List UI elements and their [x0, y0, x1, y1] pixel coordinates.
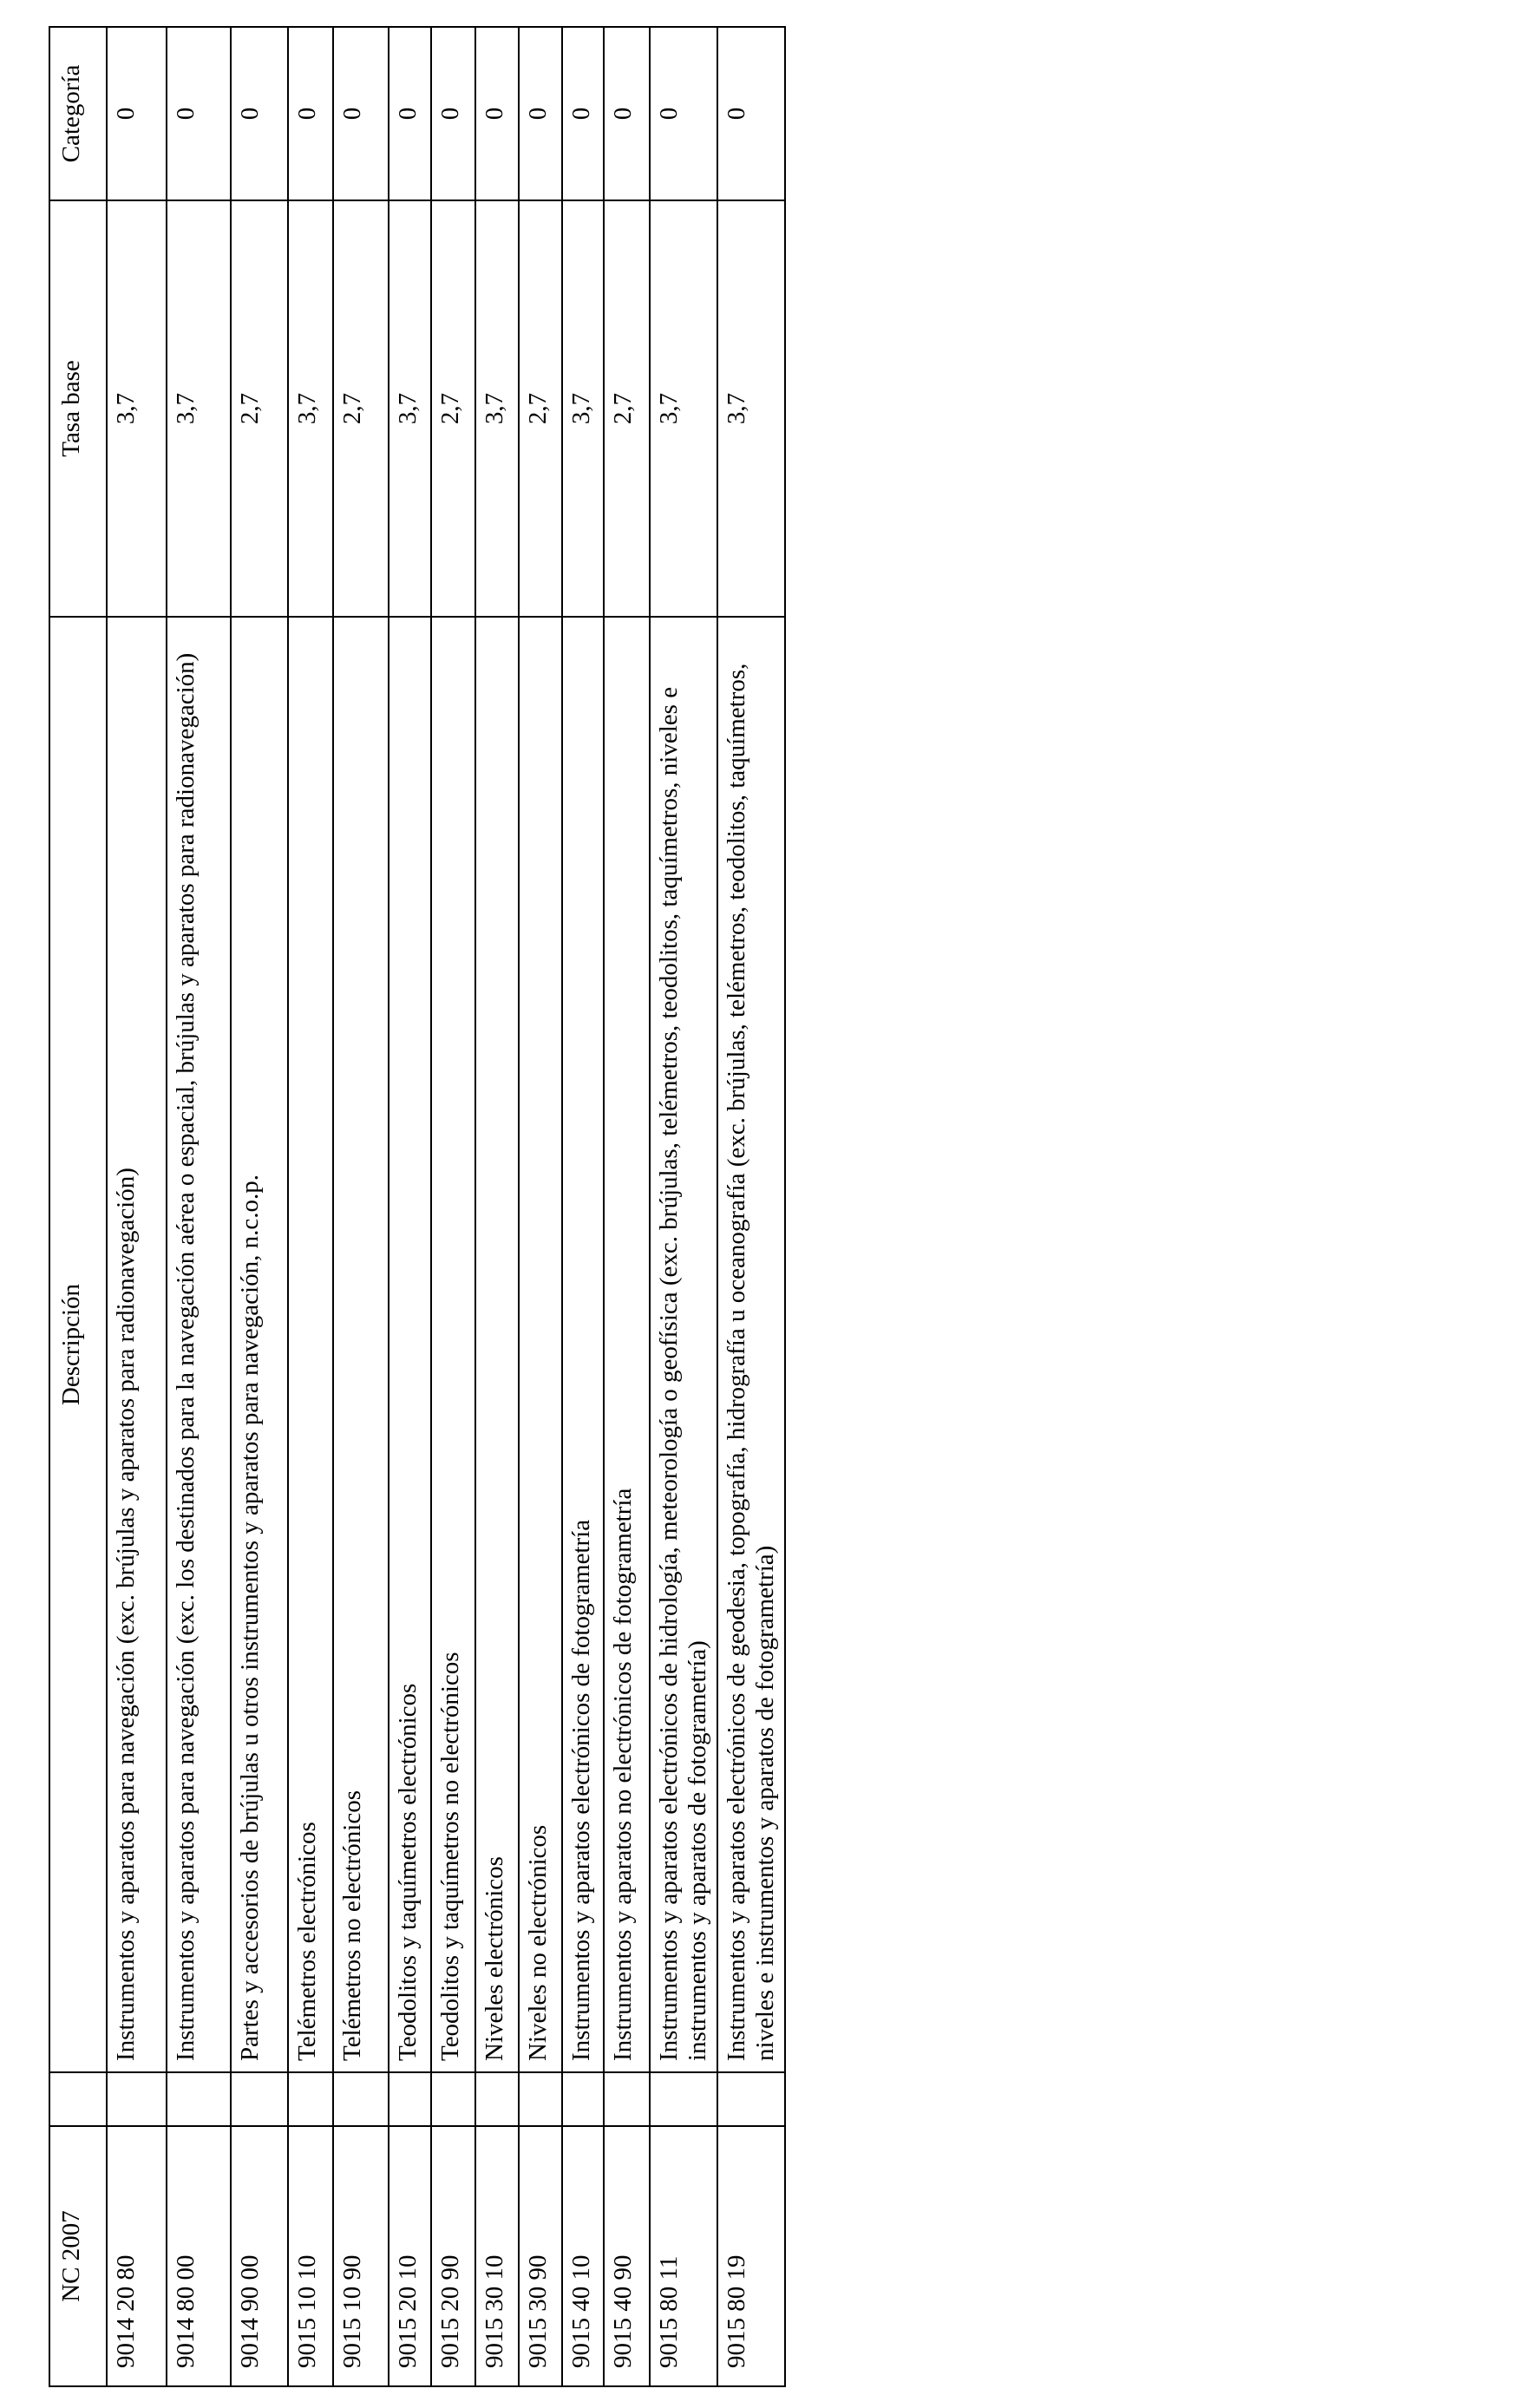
categoria-cell: 0 — [167, 27, 231, 200]
spacer-cell — [288, 2072, 333, 2126]
table-row — [604, 27, 650, 2386]
nc-code-cell: 9014 80 00 — [167, 2126, 231, 2386]
spacer-cell — [167, 2072, 231, 2126]
nc-code-cell: 9015 20 10 — [389, 2126, 431, 2386]
description-cell: Instrumentos y aparatos electrónicos de fotogrametría — [562, 617, 604, 2072]
spacer-cell — [389, 2072, 431, 2126]
spacer-cell — [231, 2072, 288, 2126]
tasa-base-cell: 3,7 — [650, 200, 717, 617]
nc-code-cell: 9015 80 19 — [717, 2126, 785, 2386]
categoria-cell: 0 — [562, 27, 604, 200]
tasa-base-cell: 3,7 — [475, 200, 519, 617]
tasa-base-cell: 2,7 — [333, 200, 389, 617]
description-cell: Telémetros no electrónicos — [333, 617, 389, 2072]
table-row — [167, 27, 231, 2386]
tasa-base-cell: 2,7 — [604, 200, 650, 617]
nc-code-cell: 9015 20 90 — [431, 2126, 475, 2386]
spacer-cell — [717, 2072, 785, 2126]
nc-code-cell: 9014 90 00 — [231, 2126, 288, 2386]
header-descripcion: Descripción — [49, 617, 107, 2072]
spacer-cell — [519, 2072, 562, 2126]
spacer-cell — [107, 2072, 167, 2126]
categoria-cell: 0 — [389, 27, 431, 200]
categoria-cell: 0 — [431, 27, 475, 200]
categoria-cell: 0 — [475, 27, 519, 200]
description-cell: Niveles no electrónicos — [519, 617, 562, 2072]
spacer-cell — [650, 2072, 717, 2126]
nc-code-cell: 9014 20 80 — [107, 2126, 167, 2386]
table-row — [333, 27, 389, 2386]
description-cell: Instrumentos y aparatos electrónicos de hidrología, meteorología o geofísica (exc. brújulas, telémetros, teodolitos, taquímetros, niveles e instrumentos y aparatos de fotogrametría) — [650, 617, 717, 2072]
spacer-cell — [604, 2072, 650, 2126]
table-row — [231, 27, 288, 2386]
tasa-base-cell: 3,7 — [167, 200, 231, 617]
table-row — [389, 27, 431, 2386]
categoria-cell: 0 — [288, 27, 333, 200]
tasa-base-cell: 3,7 — [717, 200, 785, 617]
description-cell: Teodolitos y taquímetros no electrónicos — [431, 617, 475, 2072]
description-cell: Partes y accesorios de brújulas u otros instrumentos y aparatos para navegación, n.c.o.p. — [231, 617, 288, 2072]
tasa-base-cell: 3,7 — [389, 200, 431, 617]
tariff-table — [49, 26, 786, 2387]
tasa-base-cell: 3,7 — [562, 200, 604, 617]
description-cell: Teodolitos y taquímetros electrónicos — [389, 617, 431, 2072]
table-row — [475, 27, 519, 2386]
tasa-base-cell: 3,7 — [107, 200, 167, 617]
nc-code-cell: 9015 40 10 — [562, 2126, 604, 2386]
spacer-cell — [431, 2072, 475, 2126]
table-row — [431, 27, 475, 2386]
tasa-base-cell: 2,7 — [431, 200, 475, 617]
spacer-cell — [333, 2072, 389, 2126]
table-row — [562, 27, 604, 2386]
categoria-cell: 0 — [717, 27, 785, 200]
categoria-cell: 0 — [604, 27, 650, 200]
description-cell: Instrumentos y aparatos para navegación (exc. brújulas y aparatos para radionavegación) — [107, 617, 167, 2072]
header-tasa-base: Tasa base — [49, 200, 107, 617]
header-categoria: Categoría — [49, 27, 107, 200]
categoria-cell: 0 — [107, 27, 167, 200]
nc-code-cell: 9015 80 11 — [650, 2126, 717, 2386]
rotated-table-wrapper — [49, 28, 978, 2387]
spacer-cell — [562, 2072, 604, 2126]
table-row — [717, 27, 785, 2386]
nc-code-cell: 9015 30 90 — [519, 2126, 562, 2386]
description-cell: Niveles electrónicos — [475, 617, 519, 2072]
header-row — [49, 27, 107, 2386]
header-spacer — [49, 2072, 107, 2126]
table-row — [107, 27, 167, 2386]
table-row — [650, 27, 717, 2386]
nc-code-cell: 9015 40 90 — [604, 2126, 650, 2386]
nc-code-cell: 9015 30 10 — [475, 2126, 519, 2386]
description-cell: Telémetros electrónicos — [288, 617, 333, 2072]
categoria-cell: 0 — [231, 27, 288, 200]
categoria-cell: 0 — [333, 27, 389, 200]
categoria-cell: 0 — [519, 27, 562, 200]
tasa-base-cell: 2,7 — [231, 200, 288, 617]
tasa-base-cell: 3,7 — [288, 200, 333, 617]
table-row — [288, 27, 333, 2386]
nc-code-cell: 9015 10 10 — [288, 2126, 333, 2386]
spacer-cell — [475, 2072, 519, 2126]
tasa-base-cell: 2,7 — [519, 200, 562, 617]
nc-code-cell: 9015 10 90 — [333, 2126, 389, 2386]
description-cell: Instrumentos y aparatos electrónicos de geodesia, topografía, hidrografía u oceanografía (exc. brújulas, telémetros, teodolitos, taquímetros, niveles e instrumentos y aparatos de fotogrametría) — [717, 617, 785, 2072]
table-row — [519, 27, 562, 2386]
header-nc-2007: NC 2007 — [49, 2126, 107, 2386]
description-cell: Instrumentos y aparatos no electrónicos de fotogrametría — [604, 617, 650, 2072]
categoria-cell: 0 — [650, 27, 717, 200]
description-cell: Instrumentos y aparatos para navegación (exc. los destinados para la navegación aérea o espacial, brújulas y aparatos para radionavegación) — [167, 617, 231, 2072]
